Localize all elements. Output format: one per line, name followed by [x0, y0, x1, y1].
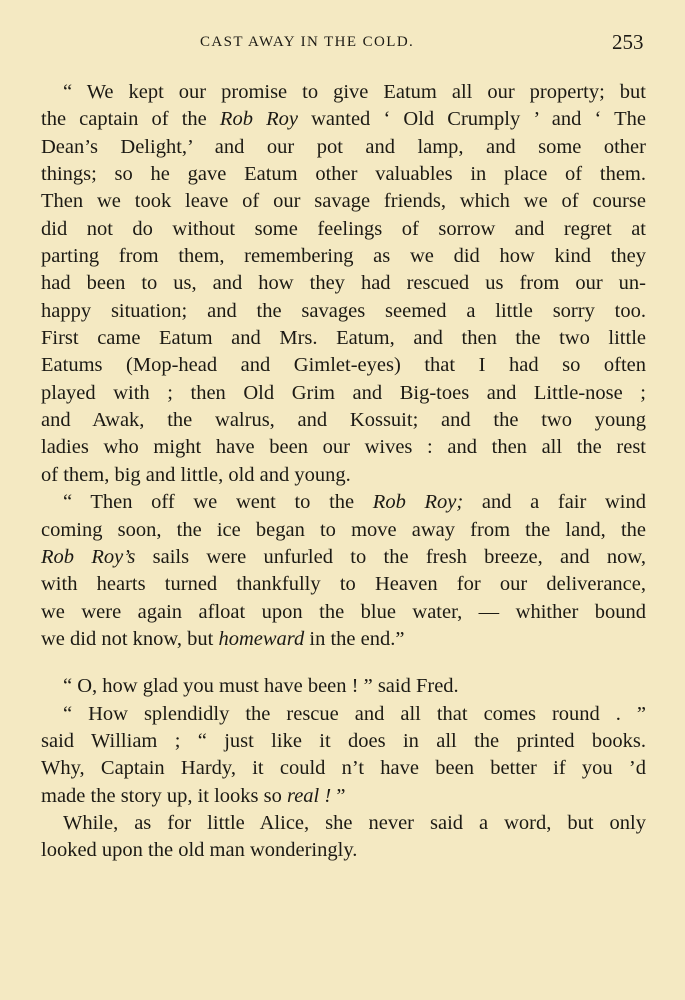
text-run: Why, Captain Hardy, it could n’t have been better if you ’d — [41, 757, 646, 780]
text-run: we were again afloat upon the blue water, — whither bound — [41, 600, 646, 623]
text-line — [41, 489, 646, 516]
text-run: we did not know, but — [41, 627, 219, 650]
text-line — [41, 134, 646, 161]
italic-text: homeward — [218, 627, 305, 650]
text-line — [41, 243, 646, 270]
text-run: Then we took leave of our savage friends, which we of course — [41, 190, 646, 213]
page-header — [0, 30, 685, 60]
text-line — [41, 298, 646, 325]
text-run: parting from them, remembering as we did how kind they — [41, 245, 646, 268]
text-line — [41, 79, 646, 106]
text-line — [41, 728, 646, 755]
text-line — [41, 571, 646, 598]
text-line — [41, 701, 646, 728]
text-line — [41, 837, 646, 864]
text-run: the captain of the — [41, 108, 220, 131]
text-line — [41, 517, 646, 544]
italic-text: real ! — [286, 784, 332, 807]
italic-text: Rob Roy’s — [41, 545, 136, 568]
text-line — [41, 462, 646, 489]
text-run: Eatums (Mop-head and Gimlet-eyes) that I had so often — [41, 354, 646, 377]
text-run: While, as for little Alice, she never said a word, but only — [63, 811, 646, 834]
text-run: wanted ‘ Old Crumply ’ and ‘ The — [297, 108, 646, 131]
text-run: “ Then off we went to the — [63, 491, 373, 514]
text-line — [41, 188, 646, 215]
text-line — [41, 626, 646, 653]
text-run: coming soon, the ice began to move away from the land, the — [41, 518, 646, 541]
text-line — [41, 407, 646, 434]
text-line — [41, 352, 646, 379]
text-run: looked upon the old man wonderingly. — [41, 839, 358, 862]
text-line — [41, 106, 646, 133]
text-line — [41, 755, 646, 782]
text-line — [41, 325, 646, 352]
text-line — [41, 161, 646, 188]
body-text — [41, 79, 646, 865]
text-run: First came Eatum and Mrs. Eatum, and then the two little — [41, 327, 646, 350]
text-run: and Awak, the walrus, and Kossuit; and the two young — [41, 409, 646, 432]
text-run: sails were unfurled to the fresh breeze, and now, — [135, 545, 646, 568]
text-line — [41, 599, 646, 626]
text-run: did not do without some feelings of sorrow and regret at — [41, 217, 646, 240]
running-head: CAST AWAY IN THE COLD. — [200, 34, 415, 50]
text-run: said William ; “ just like it does in all the printed books. — [41, 729, 646, 752]
text-run: in the end.” — [304, 627, 405, 650]
text-run: “ O, how glad you must have been ! ” said Fred. — [63, 675, 459, 698]
italic-text: Rob Roy; — [372, 491, 464, 514]
text-run: and a fair wind — [463, 491, 646, 514]
text-line — [41, 810, 646, 837]
text-run: of them, big and little, old and young. — [41, 463, 351, 486]
text-run: “ We kept our promise to give Eatum all our property; but — [63, 81, 646, 103]
text-run: had been to us, and how they had rescued us from our un- — [41, 272, 646, 295]
text-line — [41, 673, 646, 700]
text-run: played with ; then Old Grim and Big-toes and Little-nose ; — [41, 381, 646, 404]
page-number: 253 — [612, 30, 644, 54]
text-line — [41, 270, 646, 297]
text-line — [41, 544, 646, 571]
text-run: ladies who might have been our wives : and then all the rest — [41, 436, 646, 459]
text-line — [41, 216, 646, 243]
text-run: things; so he gave Eatum other valuables in place of them. — [41, 163, 646, 186]
text-run: with hearts turned thankfully to Heaven for our deliverance, — [41, 573, 646, 596]
text-run: ” — [331, 784, 346, 807]
text-run: made the story up, it looks so — [41, 784, 287, 807]
text-line — [41, 380, 646, 407]
text-run: happy situation; and the savages seemed a little sorry too. — [41, 299, 646, 322]
text-line — [41, 783, 646, 810]
italic-text: Rob Roy — [219, 108, 298, 131]
text-run: Dean’s Delight,’ and our pot and lamp, and some other — [41, 135, 646, 158]
text-line — [41, 434, 646, 461]
text-run: “ How splendidly the rescue and all that comes round . ” — [63, 702, 646, 725]
